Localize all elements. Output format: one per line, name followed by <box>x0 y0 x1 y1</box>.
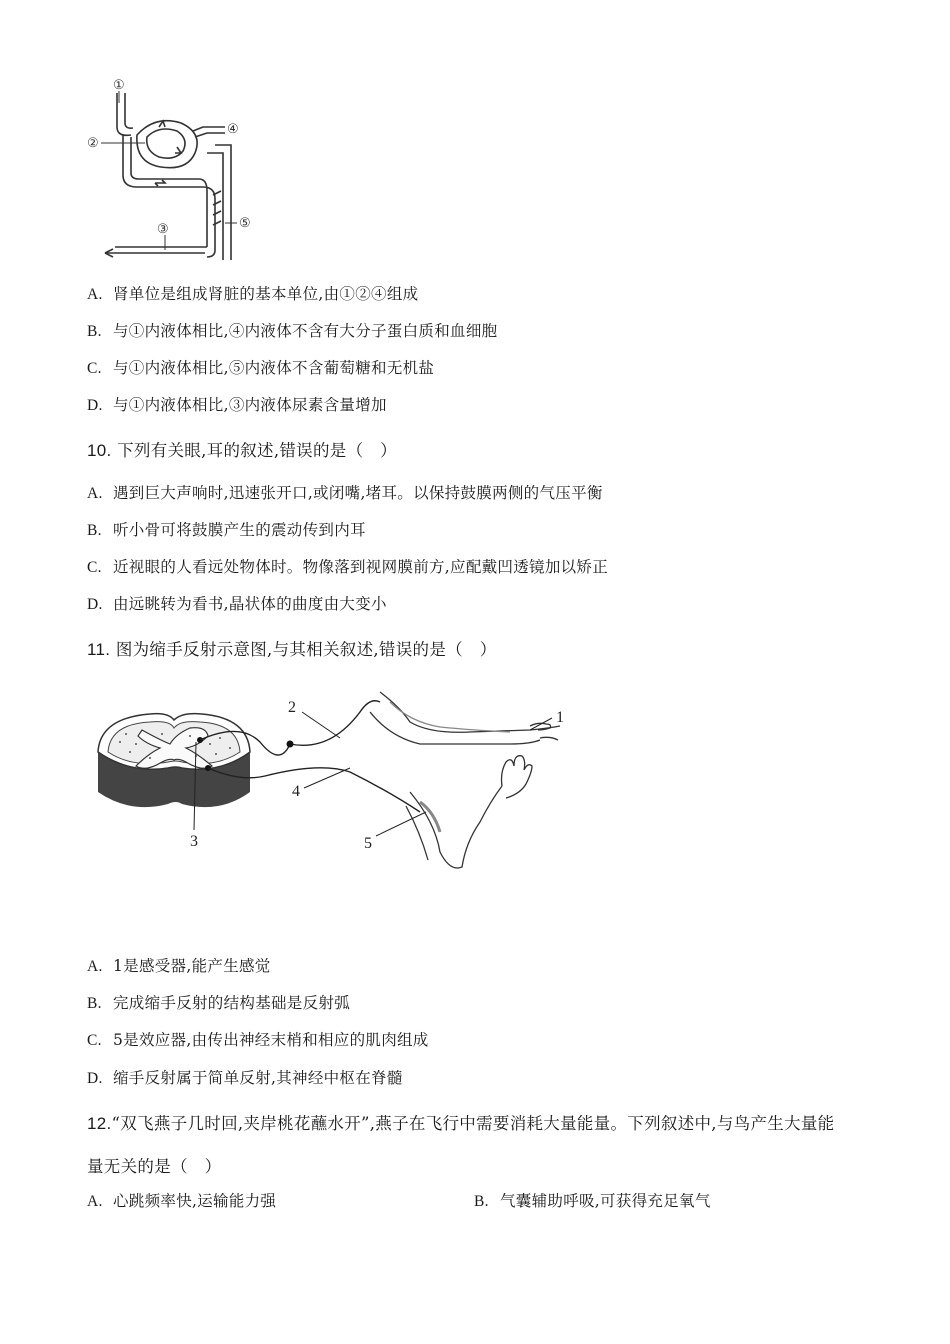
q10-option-a[interactable]: A. 遇到巨大声响时,迅速张开口,或闭嘴,堵耳。以保持鼓膜两侧的气压平衡 <box>87 484 603 502</box>
q12-option-a[interactable]: A. 心跳频率快,运输能力强 <box>87 1192 277 1210</box>
q10-option-d[interactable]: D. 由远眺转为看书,晶状体的曲度由大变小 <box>87 595 387 613</box>
lower-arm <box>406 756 532 868</box>
q9-option-c[interactable]: C. 与①内液体相比,⑤内液体不含葡萄糖和无机盐 <box>87 359 435 377</box>
q9-option-d[interactable]: D. 与①内液体相比,③内液体尿素含量增加 <box>87 396 387 414</box>
q10-stem: 10. 下列有关眼,耳的叙述,错误的是（ ） <box>87 441 397 460</box>
q11-option-b[interactable]: B. 完成缩手反射的结构基础是反射弧 <box>87 994 351 1012</box>
q12-option-b[interactable]: B. 气囊辅助呼吸,可获得充足氧气 <box>474 1192 711 1210</box>
reflex-label-1: 1 <box>556 709 564 726</box>
q11-option-d[interactable]: D. 缩手反射属于简单反射,其神经中枢在脊髓 <box>87 1069 403 1087</box>
q10-option-c[interactable]: C. 近视眼的人看远处物体时。物像落到视网膜前方,应配戴凹透镜加以矫正 <box>87 558 609 576</box>
q12-stem-line1: 12.“双飞燕子几时回,夹岸桃花蘸水开”,燕子在飞行中需要消耗大量能量。下列叙述中,与鸟产生大量能 <box>87 1114 835 1133</box>
reflex-arc-figure <box>90 682 580 877</box>
q11-option-c[interactable]: C. 5是效应器,由传出神经末梢和相应的肌肉组成 <box>87 1031 429 1049</box>
reflex-label-3: 3 <box>190 833 198 850</box>
q10-option-b[interactable]: B. 听小骨可将鼓膜产生的震动传到内耳 <box>87 521 366 539</box>
reflex-label-4: 4 <box>292 783 300 800</box>
label-2: ② <box>87 135 99 150</box>
q9-option-b[interactable]: B. 与①内液体相比,④内液体不含有大分子蛋白质和血细胞 <box>87 322 498 340</box>
q9-option-a[interactable]: A. 肾单位是组成肾脏的基本单位,由①②④组成 <box>87 285 419 303</box>
reflex-label-2: 2 <box>288 699 296 716</box>
label-5: ⑤ <box>239 215 251 230</box>
q12-stem-line2: 量无关的是（ ） <box>87 1157 222 1176</box>
q11-option-a[interactable]: A. 1是感受器,能产生感觉 <box>87 957 271 975</box>
label-3: ③ <box>157 221 169 236</box>
q11-stem: 11. 图为缩手反射示意图,与其相关叙述,错误的是（ ） <box>87 640 497 659</box>
label-1: ① <box>113 77 125 92</box>
reflex-label-5: 5 <box>364 835 372 852</box>
label-4: ④ <box>227 121 239 136</box>
nephron-figure <box>85 75 265 265</box>
spinal-cord-section <box>98 714 250 808</box>
upper-arm <box>370 692 560 744</box>
